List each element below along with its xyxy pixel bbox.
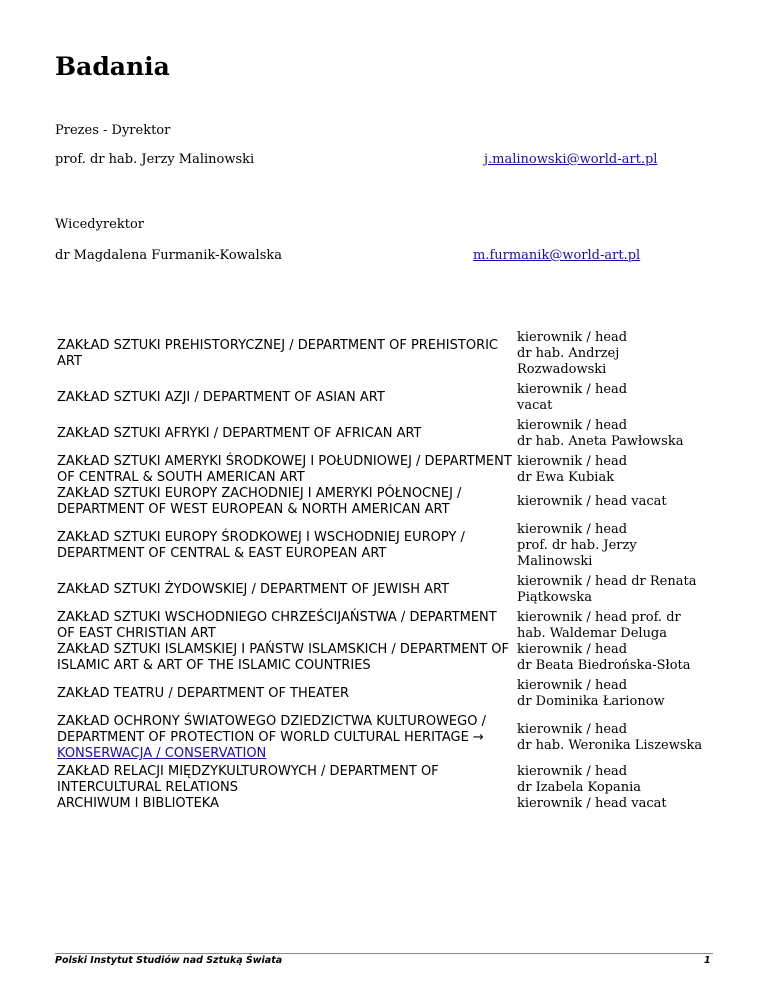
- department-head-line: kierownik / head: [517, 522, 628, 537]
- department-name-text: ZAKŁAD SZTUKI ISLAMSKIEJ I PAŃSTW ISLAMSKICH / DEPARTMENT OF ISLAMIC ART & ART OF THE ISLAMIC COUNTRIES: [57, 642, 510, 673]
- department-head-line: kierownik / head prof. dr hab. Waldemar Deluga: [517, 610, 681, 641]
- department-row: [57, 418, 717, 450]
- department-name: [57, 764, 517, 796]
- department-head: [517, 330, 707, 378]
- director-role: Prezes - Dyrektor: [55, 123, 171, 138]
- department-head-line: dr hab. Andrzej Rozwadowski: [517, 346, 620, 377]
- department-name: [57, 642, 517, 674]
- department-row: [57, 714, 717, 762]
- department-name-text: ARCHIWUM I BIBLIOTEKA: [57, 796, 219, 811]
- department-name-text: ZAKŁAD SZTUKI EUROPY ZACHODNIEJ I AMERYKI PÓŁNOCNEJ / DEPARTMENT OF WEST EUROPEAN & NORTH AMERICAN ART: [57, 486, 462, 517]
- departments-table: [57, 330, 717, 812]
- department-head: [517, 382, 707, 414]
- department-name-text: ZAKŁAD OCHRONY ŚWIATOWEGO DZIEDZICTWA KULTUROWEGO / DEPARTMENT OF PROTECTION OF WORLD CULTURAL HERITAGE →: [57, 714, 486, 745]
- director-email-link[interactable]: j.malinowski@world-art.pl: [484, 152, 658, 167]
- department-name: [57, 338, 517, 370]
- deputy-role: Wicedyrektor: [55, 217, 144, 232]
- department-head: [517, 678, 707, 710]
- department-name-text: ZAKŁAD TEATRU / DEPARTMENT OF THEATER: [57, 686, 350, 701]
- department-head-line: kierownik / head: [517, 454, 628, 469]
- department-name-text: ZAKŁAD SZTUKI ŻYDOWSKIEJ / DEPARTMENT OF JEWISH ART: [57, 582, 450, 597]
- footer-divider: [55, 953, 713, 954]
- department-head: [517, 494, 707, 510]
- department-name-text: ZAKŁAD SZTUKI AZJI / DEPARTMENT OF ASIAN ART: [57, 390, 385, 405]
- department-head: [517, 642, 707, 674]
- department-head: [517, 522, 707, 570]
- department-head: [517, 764, 707, 796]
- department-row: [57, 764, 717, 796]
- page-title: Badania: [55, 52, 170, 81]
- department-row: [57, 382, 717, 414]
- department-name: [57, 582, 517, 598]
- department-head-line: kierownik / head: [517, 678, 628, 693]
- department-head-line: kierownik / head: [517, 722, 628, 737]
- department-name: [57, 426, 517, 442]
- department-head-line: kierownik / head: [517, 330, 628, 345]
- department-name-text: ZAKŁAD RELACJI MIĘDZYKULTUROWYCH / DEPARTMENT OF INTERCULTURAL RELATIONS: [57, 764, 439, 795]
- footer-page-number: 1: [704, 955, 711, 966]
- department-row: [57, 330, 717, 378]
- department-name-text: ZAKŁAD SZTUKI AFRYKI / DEPARTMENT OF AFRICAN ART: [57, 426, 422, 441]
- deputy-name: dr Magdalena Furmanik-Kowalska: [55, 248, 283, 263]
- department-name: [57, 454, 517, 486]
- department-name-text: ZAKŁAD SZTUKI WSCHODNIEGO CHRZEŚCIJAŃSTWA / DEPARTMENT OF EAST CHRISTIAN ART: [57, 610, 497, 641]
- department-head-line: dr Dominika Łarionow: [517, 694, 665, 709]
- department-row: [57, 454, 717, 486]
- department-head-line: kierownik / head vacat: [517, 796, 667, 811]
- department-row: [57, 642, 717, 674]
- department-head-line: dr hab. Weronika Liszewska: [517, 738, 703, 753]
- department-head-line: dr Beata Biedrońska-Słota: [517, 658, 691, 673]
- department-name: [57, 610, 517, 642]
- department-head-line: dr hab. Aneta Pawłowska: [517, 434, 684, 449]
- department-head: [517, 610, 707, 642]
- department-head-line: prof. dr hab. Jerzy Malinowski: [517, 538, 637, 569]
- director-name: prof. dr hab. Jerzy Malinowski: [55, 152, 255, 167]
- department-head-line: vacat: [517, 398, 553, 413]
- department-row: [57, 522, 717, 570]
- department-name-text: ZAKŁAD SZTUKI EUROPY ŚRODKOWEJ I WSCHODNIEJ EUROPY / DEPARTMENT OF CENTRAL & EAST EUROPEAN ART: [57, 530, 465, 561]
- department-head: [517, 796, 707, 812]
- department-head-line: dr Ewa Kubiak: [517, 470, 615, 485]
- deputy-email-link[interactable]: m.furmanik@world-art.pl: [473, 248, 641, 263]
- department-head: [517, 418, 707, 450]
- department-head-line: kierownik / head: [517, 764, 628, 779]
- footer-institute: Polski Instytut Studiów nad Sztuką Świata: [55, 955, 283, 966]
- department-name-text: ZAKŁAD SZTUKI PREHISTORYCZNEJ / DEPARTMENT OF PREHISTORIC ART: [57, 338, 499, 369]
- department-head-line: kierownik / head vacat: [517, 494, 667, 509]
- department-name: [57, 486, 517, 518]
- department-name: [57, 530, 517, 562]
- conservation-link[interactable]: KONSERWACJA / CONSERVATION: [57, 746, 267, 761]
- department-head: [517, 722, 707, 754]
- department-row: [57, 574, 717, 606]
- department-head: [517, 454, 707, 486]
- department-head: [517, 574, 707, 606]
- department-head-line: dr Izabela Kopania: [517, 780, 642, 795]
- department-head-line: kierownik / head: [517, 382, 628, 397]
- department-head-line: kierownik / head: [517, 642, 628, 657]
- department-row: [57, 796, 717, 812]
- department-head-line: kierownik / head: [517, 418, 628, 433]
- department-head-line: kierownik / head dr Renata Piątkowska: [517, 574, 697, 605]
- department-row: [57, 486, 717, 518]
- department-name: [57, 714, 517, 762]
- department-name-text: ZAKŁAD SZTUKI AMERYKI ŚRODKOWEJ I POŁUDNIOWEJ / DEPARTMENT OF CENTRAL & SOUTH AMERICAN ART: [57, 454, 512, 485]
- department-row: [57, 678, 717, 710]
- department-name: [57, 390, 517, 406]
- department-name: [57, 686, 517, 702]
- department-row: [57, 610, 717, 642]
- department-name: [57, 796, 517, 812]
